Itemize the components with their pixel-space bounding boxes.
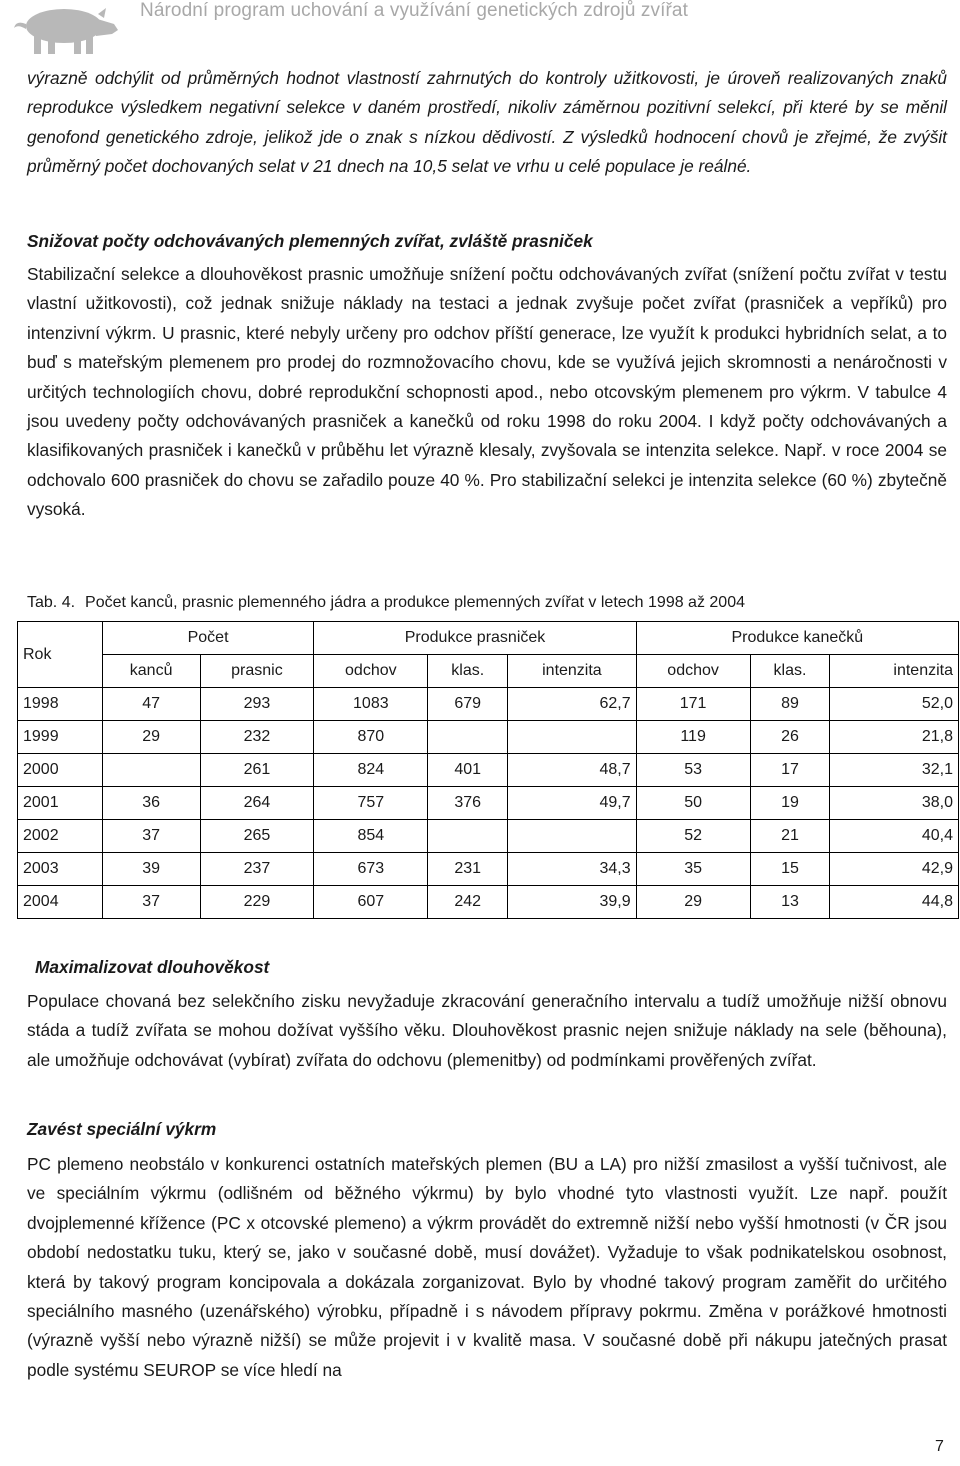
table-cell: 229 bbox=[200, 886, 314, 919]
table-cell: 824 bbox=[314, 754, 428, 787]
header-title: Národní program uchování a využívání genetických zdrojů zvířat bbox=[140, 0, 688, 21]
table-cell: 37 bbox=[102, 886, 200, 919]
table-cell: 50 bbox=[636, 787, 750, 820]
table-cell: 34,3 bbox=[508, 853, 636, 886]
table-cell: 13 bbox=[750, 886, 830, 919]
table-row bbox=[18, 754, 959, 787]
table-row bbox=[18, 721, 959, 754]
table-cell: 26 bbox=[750, 721, 830, 754]
table-cell: 757 bbox=[314, 787, 428, 820]
table-cell: 293 bbox=[200, 688, 314, 721]
table-cell-year: 1999 bbox=[18, 721, 103, 754]
table-cell: 679 bbox=[428, 688, 508, 721]
table-cell: 232 bbox=[200, 721, 314, 754]
header-produkce-kanecku: Produkce kanečků bbox=[636, 622, 958, 655]
table-cell: 237 bbox=[200, 853, 314, 886]
table-cell: 15 bbox=[750, 853, 830, 886]
table-row bbox=[18, 787, 959, 820]
header-rok: Rok bbox=[18, 622, 103, 688]
table-row bbox=[18, 853, 959, 886]
header-pocet: Počet bbox=[102, 622, 314, 655]
table-cell: 42,9 bbox=[830, 853, 959, 886]
table-cell-year: 2000 bbox=[18, 754, 103, 787]
subheader-klas-kanecku: klas. bbox=[750, 655, 830, 688]
table-cell: 265 bbox=[200, 820, 314, 853]
table-cell: 870 bbox=[314, 721, 428, 754]
table-cell: 607 bbox=[314, 886, 428, 919]
pig-silhouette-icon bbox=[6, 2, 122, 56]
page-number: 7 bbox=[935, 1438, 944, 1455]
table-cell: 854 bbox=[314, 820, 428, 853]
table-cell: 52,0 bbox=[830, 688, 959, 721]
table-cell bbox=[508, 721, 636, 754]
section-heading-special-fattening: Zavést speciální výkrm bbox=[27, 1119, 217, 1139]
table-cell: 401 bbox=[428, 754, 508, 787]
table-cell: 29 bbox=[636, 886, 750, 919]
paragraph-longevity: Populace chovaná bez selekčního zisku nevyžaduje zkracování generačního intervalu a tudíž umožňuje nižší obnovu stáda a tudíž zvířata se mohou dožívat vyššího věku. Dlouhověkost prasnic nejen snižuje náklady na sele (běhouna), ale umožňuje odchovávat (vybírat) zvířata do odchovu (plemenitby) od podmínkami prověřených zvířat. bbox=[27, 991, 947, 1070]
table-cell: 231 bbox=[428, 853, 508, 886]
table-cell: 49,7 bbox=[508, 787, 636, 820]
table-cell: 47 bbox=[102, 688, 200, 721]
subheader-odchov-kanecku: odchov bbox=[636, 655, 750, 688]
table-cell: 17 bbox=[750, 754, 830, 787]
table-cell: 242 bbox=[428, 886, 508, 919]
table-cell: 36 bbox=[102, 787, 200, 820]
table-cell bbox=[508, 820, 636, 853]
table-cell: 261 bbox=[200, 754, 314, 787]
table-cell: 53 bbox=[636, 754, 750, 787]
subheader-intenzita-kanecku: intenzita bbox=[830, 655, 959, 688]
table-cell bbox=[428, 721, 508, 754]
table-cell: 32,1 bbox=[830, 754, 959, 787]
subheader-odchov-prasnicek: odchov bbox=[314, 655, 428, 688]
subheader-klas-prasnicek: klas. bbox=[428, 655, 508, 688]
table-cell bbox=[428, 820, 508, 853]
table-cell: 38,0 bbox=[830, 787, 959, 820]
table-cell: 40,4 bbox=[830, 820, 959, 853]
table-cell: 89 bbox=[750, 688, 830, 721]
table-cell: 44,8 bbox=[830, 886, 959, 919]
table-row bbox=[18, 886, 959, 919]
table-cell-year: 2001 bbox=[18, 787, 103, 820]
table-cell: 21,8 bbox=[830, 721, 959, 754]
paragraph-special-fattening: PC plemeno neobstálo v konkurenci ostatních mateřských plemen (BU a LA) pro nižší zmasilost a vyšší tučnivost, ale ve speciálním výkrmu (odlišném od běžného výkrmu) by bylo vhodné tyto vlastnosti využít. Lze např. použít dvojplemenné křížence (PC x otcovské plemeno) a výkrm provádět do extremně nižší nebo vyšší hmotnosti (v ČR jsou období nedostatku tuku, který se, jako v současné době, musí dovážet). Vyžaduje to však podnikatelskou osobnost, která by takový program koncipovala a dokázala zorganizovat. Bylo by vhodné takový program zaměřit do určitého speciálního masného (uzenářského) výrobku, případně i s návodem přípravy pokrmu. Změna v porážkové hmotnosti (výrazně vyšší nebo výrazně nižší) se může projevit i v kvalitě masa. V současné době při nákupu jatečných prasat podle systému SEUROP se více hledí na bbox=[27, 1154, 947, 1380]
table-cell-year: 2003 bbox=[18, 853, 103, 886]
table-cell-year: 2002 bbox=[18, 820, 103, 853]
paragraph-intro: výrazně odchýlit od průměrných hodnot vlastností zahrnutých do kontroly užitkovosti, je úroveň realizovaných znaků reprodukce výsledkem negativní selekce v daném prostředí, nikoliv záměrnou pozitivní selekcí, při které by se měnil genofond genetického zdroje, jelikož jde o znak s nízkou dědivostí. Z výsledků hodnocení chovů je zřejmé, že zvýšit průměrný počet dochovaných selat v 21 dnech na 10,5 selat ve vrhu u celé populace je reálné. bbox=[27, 68, 947, 177]
table-cell: 376 bbox=[428, 787, 508, 820]
page-header bbox=[0, 0, 960, 58]
table-cell: 29 bbox=[102, 721, 200, 754]
subheader-prasnic: prasnic bbox=[200, 655, 314, 688]
header-produkce-prasnicek: Produkce prasniček bbox=[314, 622, 636, 655]
table-cell-year: 2004 bbox=[18, 886, 103, 919]
table-cell: 171 bbox=[636, 688, 750, 721]
subheader-intenzita-prasnicek: intenzita bbox=[508, 655, 636, 688]
table-cell: 19 bbox=[750, 787, 830, 820]
table-cell: 264 bbox=[200, 787, 314, 820]
table-cell: 673 bbox=[314, 853, 428, 886]
table-cell: 1083 bbox=[314, 688, 428, 721]
section-heading-reduce-breeding: Snižovat počty odchovávaných plemenných zvířat, zvláště prasniček bbox=[27, 231, 593, 251]
table-caption-text: Počet kanců, prasnic plemenného jádra a produkce plemenných zvířat v letech 1998 až 2004 bbox=[85, 594, 745, 611]
table-cell-year: 1998 bbox=[18, 688, 103, 721]
table-cell: 119 bbox=[636, 721, 750, 754]
table-cell: 62,7 bbox=[508, 688, 636, 721]
table-caption bbox=[27, 594, 745, 612]
section-heading-longevity: Maximalizovat dlouhověkost bbox=[35, 957, 270, 977]
table-cell: 52 bbox=[636, 820, 750, 853]
table-row bbox=[18, 688, 959, 721]
table-cell: 35 bbox=[636, 853, 750, 886]
table-cell bbox=[102, 754, 200, 787]
table-caption-label: Tab. 4. bbox=[27, 594, 76, 611]
table-cell: 39 bbox=[102, 853, 200, 886]
subheader-kancu: kanců bbox=[102, 655, 200, 688]
table-cell: 21 bbox=[750, 820, 830, 853]
boar-sow-production-table bbox=[17, 621, 959, 919]
table-cell: 48,7 bbox=[508, 754, 636, 787]
paragraph-stabilization: Stabilizační selekce a dlouhověkost prasnic umožňuje snížení počtu odchovávaných zvířat (snížení počtu zvířat v testu vlastní užitkovosti), což jednak snižuje náklady na testaci a jednak zvyšuje počet zvířat (prasniček a vepříků) pro intenzivní výkrm. U prasnic, které nebyly určeny pro odchov příští generace, lze využít k produkci hybridních selat, a to buď s mateřským plemenem pro prodej do rozmnožovacího chovu, kde se využívá jejich skromnosti a nenáročnosti v určitých technologiích chovu, dobré reprodukční schopnosti apod., nebo otcovským plemenem pro výkrm. V tabulce 4 jsou uvedeny počty odchovávaných prasniček a kanečků od roku 1998 do roku 2004. I když počty odchovávaných a klasifikovaných prasniček i kanečků v průběhu let výrazně klesaly, zvyšovala se intenzita selekce. Např. v roce 2004 se odchovalo 600 prasniček do chovu se zařadilo pouze 40 %. Pro stabilizační selekci je intenzita selekce (60 %) zbytečně vysoká. bbox=[27, 264, 947, 520]
table-cell: 39,9 bbox=[508, 886, 636, 919]
table-row bbox=[18, 820, 959, 853]
table-cell: 37 bbox=[102, 820, 200, 853]
